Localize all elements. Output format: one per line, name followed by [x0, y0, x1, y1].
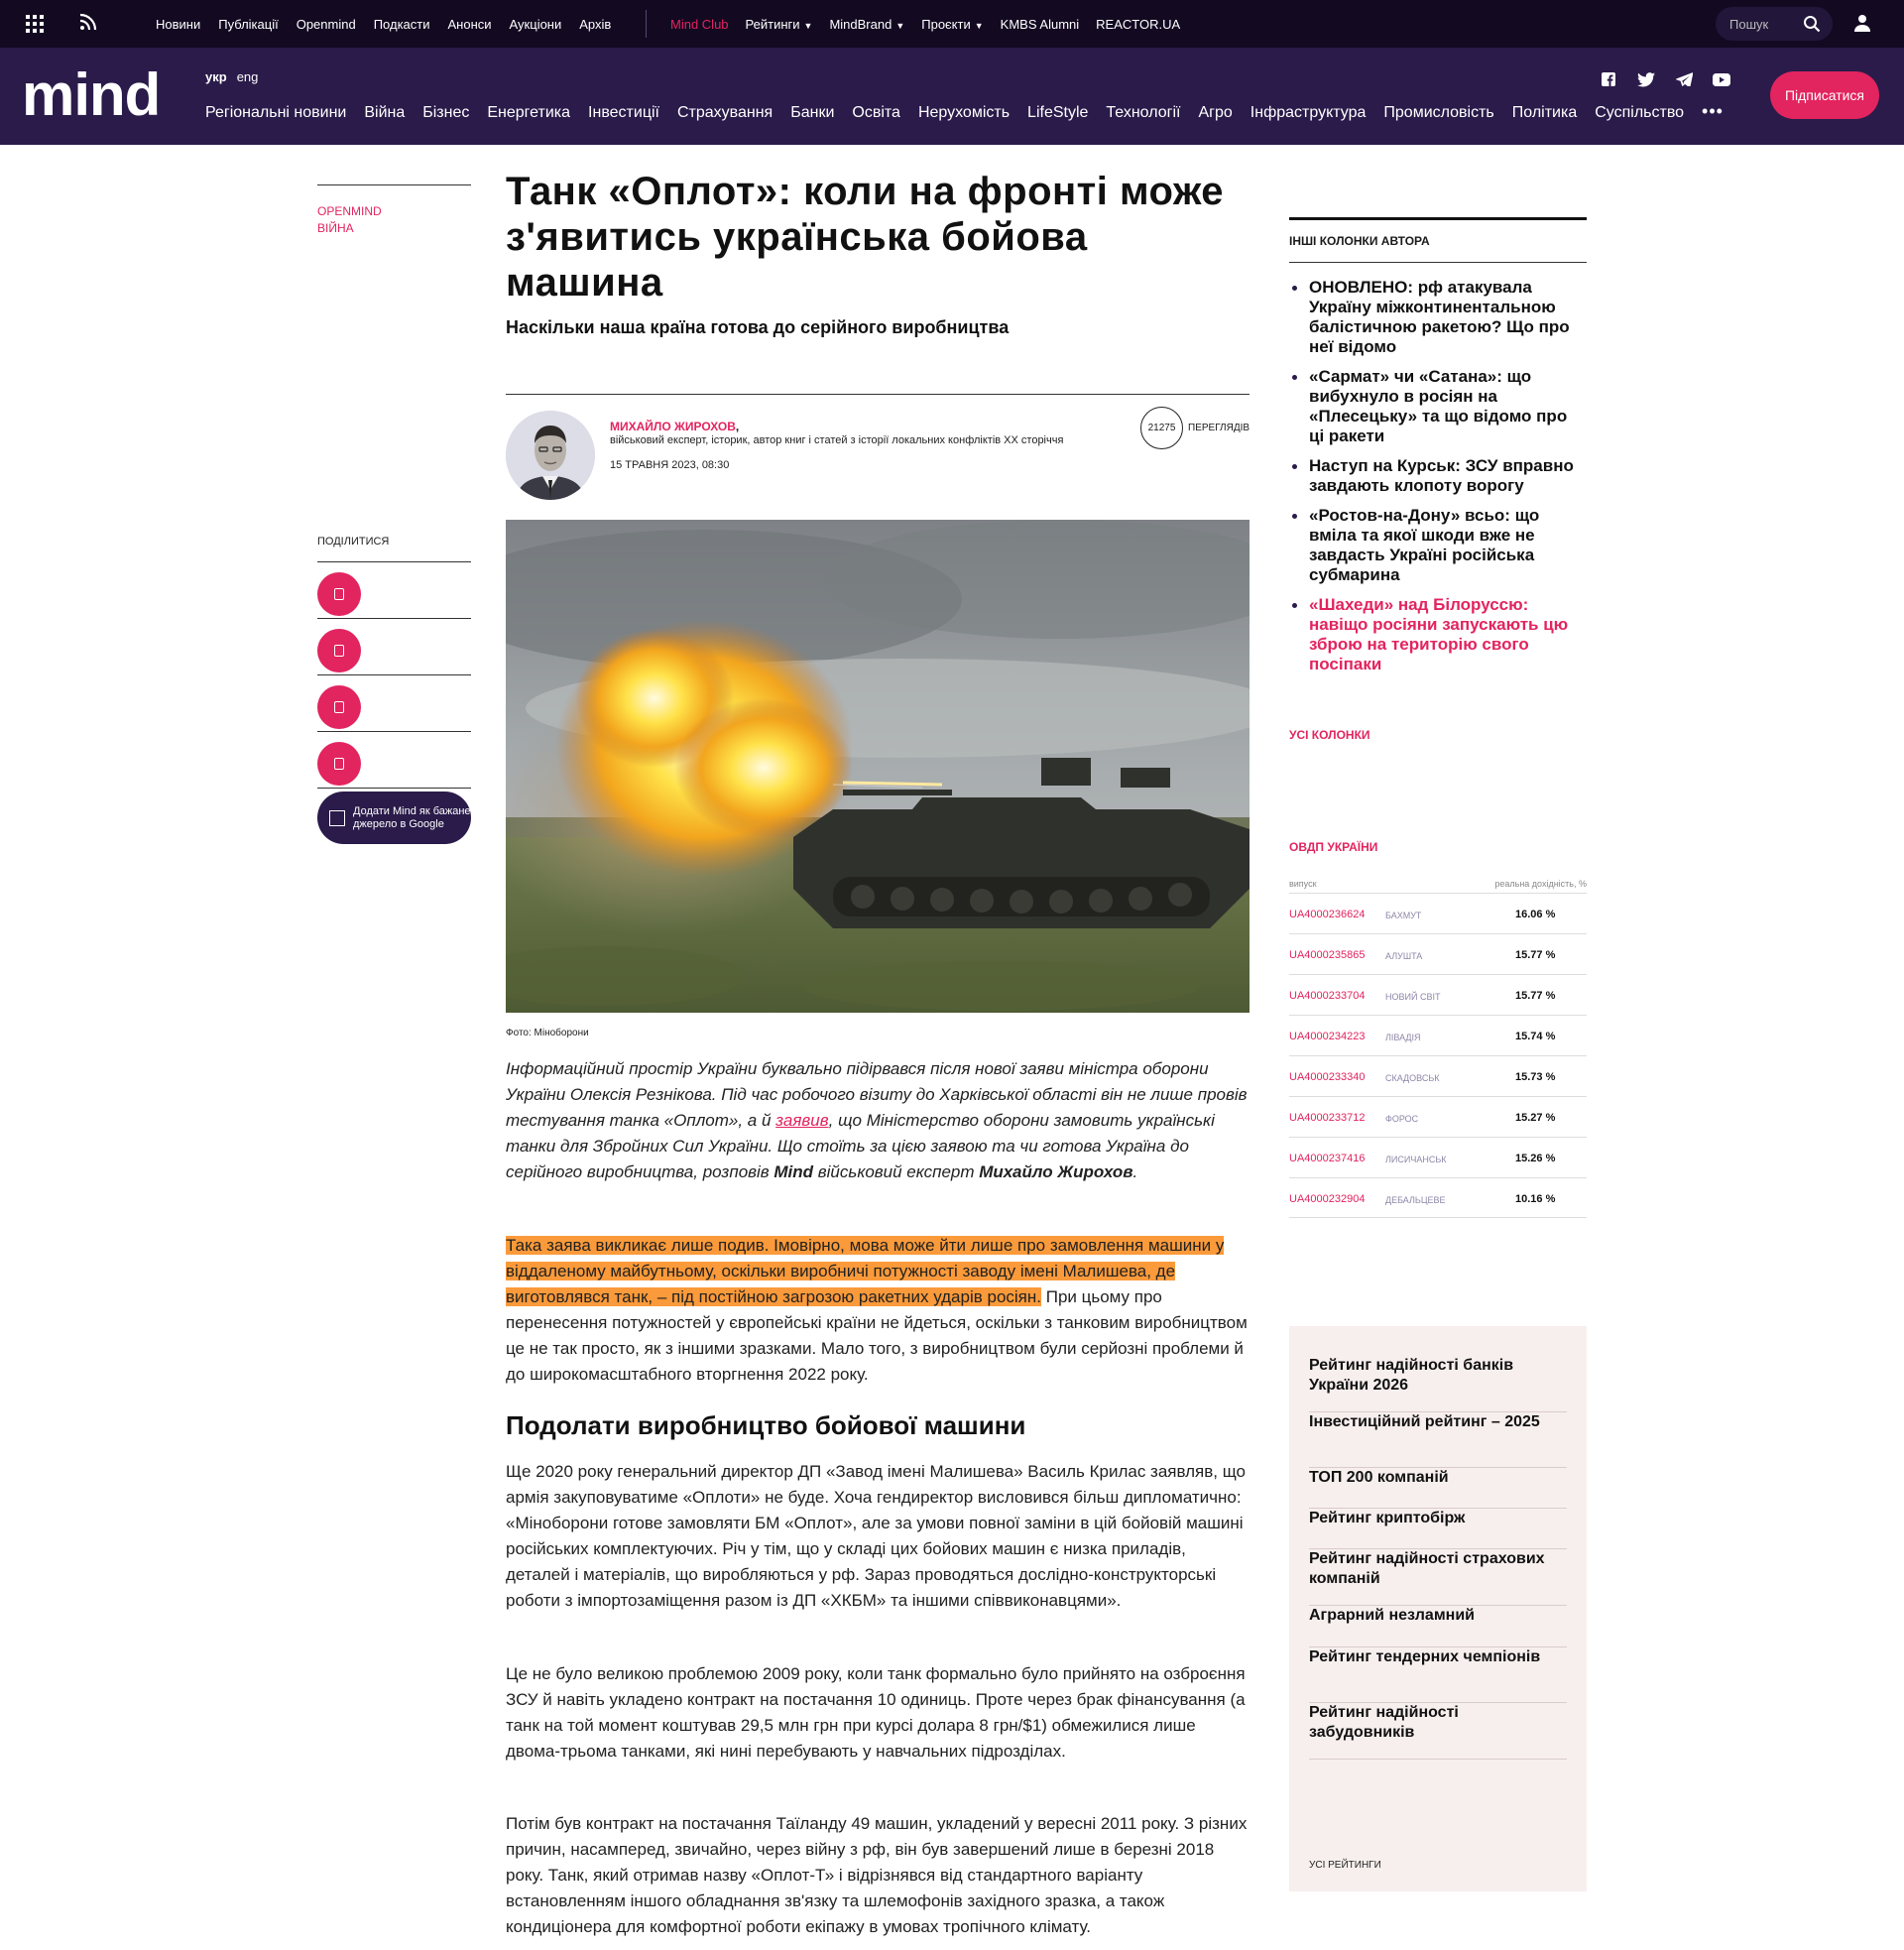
all-columns-link[interactable]: УСІ КОЛОНКИ	[1289, 728, 1370, 742]
bond-code[interactable]: UA4000233712	[1289, 1112, 1366, 1124]
top-link-4[interactable]: Анонси	[447, 16, 492, 32]
rating-link[interactable]: Інвестиційний рейтинг – 2025	[1309, 1412, 1567, 1468]
bond-yield: 15.26 %	[1515, 1153, 1556, 1164]
bond-code[interactable]: UA4000233704	[1289, 990, 1366, 1002]
column-item[interactable]: ОНОВЛЕНО: рф атакувала Україну міжконтинентальною балістичною ракетою? Що про неї відомо	[1289, 278, 1587, 357]
chevron-down-icon: ▼	[803, 20, 813, 31]
bond-code[interactable]: UA4000232904	[1289, 1193, 1366, 1205]
nav-item-1[interactable]: Війна	[364, 104, 406, 121]
telegram-icon[interactable]	[1674, 69, 1694, 89]
ovdp-col-issue: випуск	[1289, 879, 1317, 889]
ovdp-table	[1289, 893, 1587, 1218]
bond-yield: 15.77 %	[1515, 949, 1556, 961]
nav-item-12[interactable]: Інфраструктура	[1250, 104, 1367, 121]
share-linkedin-icon[interactable]	[317, 742, 361, 786]
top-bar	[0, 0, 1904, 48]
ratings-box	[1289, 1326, 1587, 1891]
top-link-right-2[interactable]	[829, 17, 904, 32]
rating-link[interactable]: Рейтинг криптобірж	[1309, 1509, 1567, 1549]
bond-name: АЛУШТА	[1385, 951, 1423, 961]
google-button-label: Додати Mind як бажане джерело в Google	[353, 804, 471, 830]
top-link-2[interactable]: Openmind	[296, 16, 356, 32]
apps-grid-icon[interactable]	[24, 13, 46, 35]
paragraph-3: Ще 2020 року генеральний директор ДП «Завод імені Малишева» Василь Крилас заявляв, що армія закуповуватиме «Оплоти» не буде. Хоча гендиректор висловився більш дипломатично: «Міноборони готове замовляти БМ «Оплот», але за умови повної заміни в цій бойовій машині російських комплектуючих. Річ у тім, що у складі цих бойових машин є низка приладів, деталей і матеріалів, що виробляються у рф. Зараз проводяться дослідно-конструкторські роботи з імпортозаміщення разом із ДП «ХКБМ» та іншими співвиконавцями».	[506, 1462, 1246, 1610]
column-item[interactable]: «Сармат» чи «Сатана»: що вибухнуло в росіян на «Плесецьку» та що відомо про ці ракети	[1289, 367, 1587, 446]
statement-link[interactable]: заявив	[775, 1111, 829, 1130]
column-item[interactable]: «Шахеди» над Білоруссю: навіщо росіяни запускають цю зброю на територію свого посіпаки	[1289, 595, 1587, 674]
divider	[317, 788, 471, 789]
nav-item-2[interactable]: Бізнес	[422, 104, 470, 121]
more-menu-icon[interactable]: •••	[1702, 101, 1724, 121]
top-link-right-3[interactable]	[921, 17, 983, 32]
ovdp-col-yield: реальна дохідність, %	[1494, 879, 1587, 889]
top-link-right-5[interactable]	[1096, 17, 1180, 32]
divider	[646, 10, 647, 38]
divider	[1289, 217, 1587, 220]
user-icon[interactable]	[1852, 13, 1872, 36]
top-link-label: Рейтинги	[745, 16, 800, 32]
bond-code[interactable]: UA4000236624	[1289, 909, 1366, 920]
nav-item-7[interactable]: Освіта	[852, 104, 900, 121]
table-row	[1289, 1137, 1587, 1177]
tag-0[interactable]: OPENMIND	[317, 204, 382, 218]
author-description: військовий експерт, історик, автор книг і статей з історії локальних конфліктів ХХ сторіччя	[610, 434, 1064, 446]
bond-code[interactable]: UA4000237416	[1289, 1153, 1366, 1164]
top-link-6[interactable]: Архів	[579, 16, 612, 32]
top-link-0[interactable]: Новини	[156, 16, 201, 32]
nav-item-14[interactable]: Політика	[1511, 104, 1578, 121]
nav-item-9[interactable]: LifeStyle	[1027, 104, 1089, 121]
paragraph-2: Така заява викликає лише подив. Імовірно, мова може йти лише про замовлення машини у віддаленому майбутньому, оскільки виробничі потужності заводу імені Малишева, де виготовлявся танк, – під постійною загрозою ракетних ударів росіян. При цьому про перенесення потужностей у європейські країни не йдеться, оскільки з танковим виробництвом це не так просто, як з іншими зразками. Мало того, з виробництвом були серйозні проблеми й до широкомасштабного вторгнення 2022 року.	[506, 1236, 1248, 1384]
share-twitter	[317, 618, 471, 674]
subscribe-button[interactable]: Підписатися	[1770, 71, 1879, 119]
table-row	[1289, 893, 1587, 933]
share-linkedin	[317, 731, 471, 788]
bond-name: ЛІВАДІЯ	[1385, 1033, 1421, 1042]
paragraph-4: Це не було великою проблемою 2009 року, коли танк формально було прийнято на озброєння ЗСУ й навіть укладено контракт на постачання 10 одиниць. Проте через брак фінансування (а танк на той момент коштував 29,5 млн грн при курсі долара 8 грн/$1) обмежилися лише двома-трьома танками, які нині перебувають у навчальних підрозділах.	[506, 1664, 1246, 1761]
language-switcher	[205, 69, 268, 84]
bond-name: ЛИСИЧАНСЬК	[1385, 1155, 1447, 1164]
share-twitter-icon[interactable]	[317, 629, 361, 672]
share-facebook-icon[interactable]	[317, 572, 361, 616]
share-label: ПОДІЛИТИСЯ	[317, 536, 390, 548]
rss-icon[interactable]	[79, 13, 97, 34]
main-nav	[205, 101, 1741, 122]
top-links-left	[156, 0, 629, 48]
bond-name: БАХМУТ	[1385, 911, 1422, 920]
nav-item-8[interactable]: Нерухомість	[917, 104, 1011, 121]
google-source-button[interactable]	[317, 792, 471, 844]
top-link-right-4[interactable]	[1001, 17, 1079, 32]
column-item[interactable]: Наступ на Курськ: ЗСУ вправно завдають клопоту ворогу	[1289, 456, 1587, 496]
ovdp-table-header	[1289, 879, 1587, 889]
article-subtitle: Наскільки наша країна готова до серійного виробництва	[506, 317, 1010, 337]
author-columns-title: ІНШІ КОЛОНКИ АВТОРА	[1289, 234, 1430, 248]
search-icon[interactable]	[1803, 15, 1821, 36]
nav-item-11[interactable]: Агро	[1198, 104, 1233, 121]
top-link-3[interactable]: Подкасти	[373, 16, 430, 32]
top-link-label: MindBrand	[829, 16, 892, 32]
nav-item-10[interactable]: Технології	[1106, 104, 1181, 121]
tag-1[interactable]: ВІЙНА	[317, 221, 354, 235]
chevron-down-icon: ▼	[895, 20, 905, 31]
top-link-label: KMBS Alumni	[1000, 16, 1080, 32]
bond-code[interactable]: UA4000233340	[1289, 1071, 1366, 1083]
article-photo[interactable]	[506, 520, 1250, 1013]
nav-item-3[interactable]: Енергетика	[487, 104, 571, 121]
search-input[interactable]	[1716, 7, 1833, 41]
bond-yield: 16.06 %	[1515, 909, 1556, 920]
site-logo[interactable]: mind	[22, 61, 161, 128]
share-telegram-icon[interactable]	[317, 685, 361, 729]
ovdp-title: ОВДП УКРАЇНИ	[1289, 840, 1378, 854]
rating-link[interactable]: Рейтинг надійності забудовників	[1309, 1703, 1567, 1760]
nav-item-5[interactable]: Страхування	[676, 104, 774, 121]
twitter-icon[interactable]	[1636, 69, 1656, 89]
top-link-label: Проєкти	[921, 16, 971, 32]
article-header	[506, 169, 1250, 305]
table-row	[1289, 1177, 1587, 1218]
nav-item-6[interactable]: Банки	[790, 104, 835, 121]
bond-name: ФОРОС	[1385, 1114, 1419, 1124]
bond-name: НОВИЙ СВІТ	[1385, 992, 1441, 1002]
highlighted-quote: Така заява викликає лише подив. Імовірно, мова може йти лише про замовлення машини у віддаленому майбутньому, оскільки виробничі потужності заводу імені Малишева, де виготовлявся танк, – під постійною загрозою ракетних ударів росіян.	[506, 1236, 1225, 1306]
chevron-down-icon: ▼	[974, 20, 984, 31]
author-columns-list	[1289, 278, 1587, 684]
bond-code[interactable]: UA4000234223	[1289, 1031, 1366, 1042]
google-icon	[329, 810, 345, 826]
bond-yield: 15.27 %	[1515, 1112, 1556, 1124]
lead-paragraph: Інформаційний простір України буквально підірвався після нової заяви міністра оборони України Олексія Резнікова. Під час робочого візиту до Харківської області він не лише провів тестування танка «Оплот», а й заявив, що Міністерство оборони замовить українські танки для Збройних Сил України. Що стоїть за цією заявою та чи готова Україна до серійного виробництва, розповів Mind військовий експерт Михайло Жирохов.	[506, 1059, 1248, 1181]
nav-item-4[interactable]: Інвестиції	[588, 104, 659, 121]
rating-link[interactable]: Аграрний незламний	[1309, 1606, 1567, 1647]
main-header	[0, 48, 1904, 145]
column-item[interactable]: «Ростов-на-Дону» всьо: що вміла та якої шкоди вже не завдасть Україні російська субмарина	[1289, 506, 1587, 585]
divider	[1289, 262, 1587, 263]
divider	[506, 394, 1250, 395]
views-label: ПЕРЕГЛЯДІВ	[1188, 423, 1250, 433]
search-placeholder: Пошук	[1729, 16, 1769, 32]
author-avatar[interactable]	[506, 411, 595, 500]
facebook-icon[interactable]	[1599, 69, 1618, 89]
paragraph-5: Потім був контракт на постачання Таїланду 49 машин, укладений у вересні 2011 року. З різних причин, насамперед, звичайно, через війну з рф, він був завершений лише в березні 2018 року. Танк, який отримав назву «Оплот-Т» і відрізнявся від стандартного варіанту встановленням іншого обладнання зв'язку та шлемофонів західного зразка, а також кондиціонера для комфортної роботи екіпажу в умовах тропічного клімату.	[506, 1814, 1248, 1936]
top-link-5[interactable]: Аукціони	[509, 16, 562, 32]
bond-yield: 15.73 %	[1515, 1071, 1556, 1083]
top-link-label: REACTOR.UA	[1096, 16, 1181, 32]
section-heading: Подолати виробництво бойової машини	[506, 1410, 1026, 1440]
bond-yield: 10.16 %	[1515, 1193, 1556, 1205]
youtube-icon[interactable]	[1712, 69, 1731, 89]
top-link-1[interactable]: Публікації	[218, 16, 279, 32]
bond-code[interactable]: UA4000235865	[1289, 949, 1366, 961]
top-links-right	[670, 0, 1197, 48]
nav-item-15[interactable]: Суспільство	[1595, 104, 1685, 121]
rating-link[interactable]: Рейтинг надійності банків України 2026	[1309, 1356, 1567, 1412]
all-ratings-link[interactable]: УСІ РЕЙТИНГИ	[1309, 1860, 1381, 1871]
bond-yield: 15.74 %	[1515, 1031, 1556, 1042]
article-tags	[317, 184, 471, 237]
author-name[interactable]: МИХАЙЛО ЖИРОХОВ,	[610, 420, 740, 433]
bond-name: СКАДОВСЬК	[1385, 1073, 1440, 1083]
table-row	[1289, 1015, 1587, 1055]
lang-0[interactable]: укр	[205, 69, 227, 84]
table-row	[1289, 974, 1587, 1015]
table-row	[1289, 1096, 1587, 1137]
photo-caption: Фото: Міноборони	[506, 1028, 589, 1038]
rating-link[interactable]: Рейтинг надійності страхових компаній	[1309, 1549, 1567, 1606]
article-title: Танк «Оплот»: коли на фронті може з'явитись українська бойова машина	[506, 170, 1225, 305]
nav-item-0[interactable]: Регіональні новини	[205, 104, 347, 121]
top-link-right-0[interactable]	[670, 17, 729, 32]
views-count: 21275	[1140, 407, 1183, 449]
share-facebook	[317, 561, 471, 618]
top-link-label: Mind Club	[670, 16, 729, 32]
rating-link[interactable]: Рейтинг тендерних чемпіонів	[1309, 1647, 1567, 1703]
top-link-right-1[interactable]	[746, 17, 813, 32]
nav-item-13[interactable]: Промисловість	[1383, 104, 1494, 121]
rating-link[interactable]: ТОП 200 компаній	[1309, 1468, 1567, 1509]
table-row	[1289, 1055, 1587, 1096]
share-telegram	[317, 674, 471, 731]
bond-name: ДЕБАЛЬЦЕВЕ	[1385, 1195, 1446, 1205]
table-row	[1289, 933, 1587, 974]
social-links	[1599, 69, 1731, 89]
publish-date: 15 ТРАВНЯ 2023, 08:30	[610, 459, 730, 471]
lang-1[interactable]: eng	[236, 69, 259, 84]
bond-yield: 15.77 %	[1515, 990, 1556, 1002]
